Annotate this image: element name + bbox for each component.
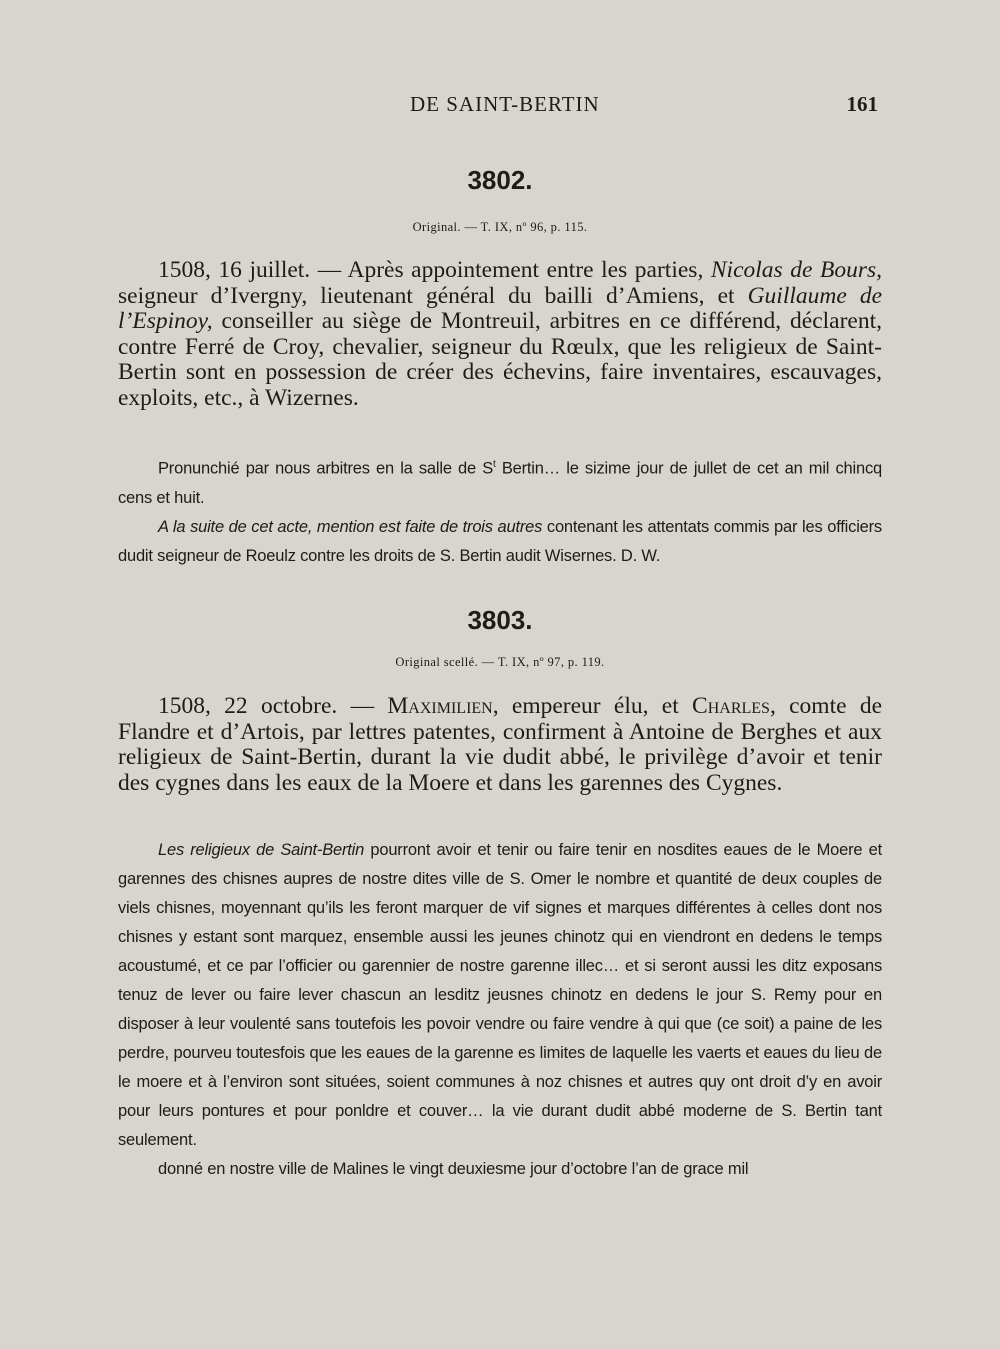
quote-3802 (118, 450, 882, 571)
page-number: 161 (846, 92, 878, 116)
quote-paragraph: donné en nostre ville de Malines le vingt deuxiesme jour d’octobre l’an de grace mil (158, 1160, 749, 1178)
person-name: Maximilien (387, 693, 493, 719)
quote-paragraph: Les religieux de Saint-Bertin pourront avoir et tenir ou faire tenir en nosdites eaues de le Moere et garennes des chisnes aupres de nostre dites ville de S. Omer le nombre et quantité de deux couples de viels chisnes, moyennant qu’ils les feront marquer de vif signes et marques différentes à celles dont nos chisnes y estant sont marquez, ensemble aussi les jeunes chinotz qui en viendront en dedens le temps acoustumé, et ce par l’officier ou garennier de nostre garenne illec… et si seront aussi les ditz exposans tenuz de lever ou faire lever chascun an lesditz jeusnes chinotz en dedens le jour S. Remy pour en disposer à leur voulenté sans toutefois les povoir vendre ou faire vendre à qui que (ce soit) a paine de les perdre, pourveu toutesfois que les eaues de la garenne es limites de laquelle les vaerts et eaues du lieu de le moere et à l’environ sont situées, soient communes à noz chisnes et autres quy ont droit d’y en avoir pour leurs pontures et pour ponldre et couver… la vie durant dudit abbé moderne de S. Bertin tant seulement. (118, 841, 882, 1149)
source-note-3803: Original scellé. — T. IX, nº 97, p. 119. (395, 655, 605, 669)
person-name: Charles (692, 693, 770, 719)
entry-number-3803: 3803. (467, 605, 533, 635)
person-name: Nicolas de Bours, (710, 257, 882, 283)
summary-3803: 1508, 22 octobre. — Maximilien, empereur élu, et Charles, comte de Flandre et d’Artois, par lettres patentes, confirment à Antoine de Berghes et aux religieux de Saint-Bertin, durant la vie dudit abbé, le privilège d’avoir et tenir des cygnes dans les eaux de la Moere et dans les garennes des Cygnes. (118, 693, 883, 796)
header-title: DE SAINT-BERTIN (410, 92, 600, 116)
summary-3802: 1508, 16 juillet. — Après appointement entre les parties, Nicolas de Bours, seigneur d’Ivergny, lieutenant général du bailli d’Amiens, et Guillaume de l’Espinoy, conseiller au siège de Montreuil, arbitres en ce différend, déclarent, contre Ferré de Croy, chevalier, seigneur du Rœulx, que les religieux de Saint-Bertin sont en possession de créer des échevins, faire inventaires, escauvages, exploits, etc., à Wizernes. (118, 257, 883, 411)
summary-date: 1508, 22 octobre. (158, 693, 338, 719)
quote-3803 (118, 836, 882, 1184)
quote-paragraph: Pronunchié par nous arbitres en la salle de $S^t$ Bertin… le sizime jour de jullet de cet an mil chincq cens et huit. (118, 459, 882, 507)
quote-paragraph: A la suite de cet acte, mention est faite de trois autres contenant les attentats commis par les officiers dudit seigneur de Roeulz contre les droits de S. Bertin audit Wisernes. D. W. (118, 517, 882, 565)
source-note-3802: Original. — T. IX, nº 96, p. 115. (412, 220, 588, 234)
running-header (118, 92, 878, 122)
person-name: Guillaume de l’Espinoy, (118, 282, 883, 334)
entry-number-3802: 3802. (467, 165, 533, 195)
summary-date: 1508, 16 juillet. (158, 257, 311, 283)
